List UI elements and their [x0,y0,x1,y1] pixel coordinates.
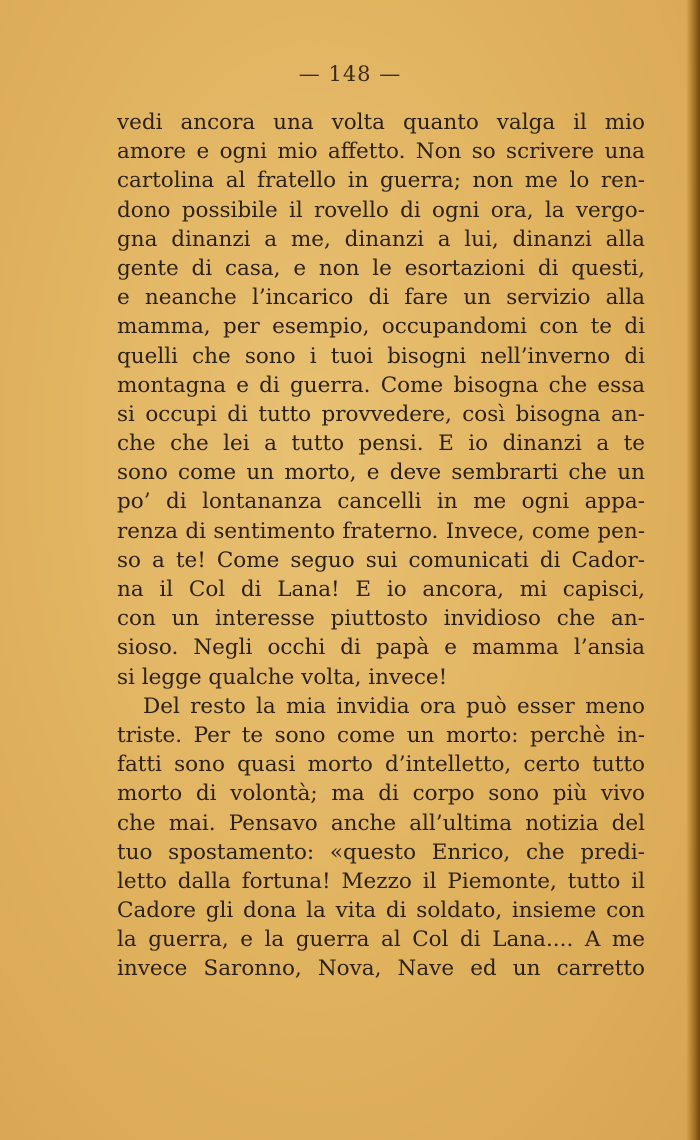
text-line: vedi ancora una volta quanto valga il mio [117,110,645,135]
text-line: tuo spostamento: «questo Enrico, che predi- [117,839,645,865]
text-line: gente di casa, e non le esortazioni di questi, [117,255,645,281]
text-line: la guerra, e la guerra al Col di Lana.... A me [117,927,645,953]
text-line: so a te! Come seguo sui comunicati di Cador- [117,547,645,573]
text-line: quelli che sono i tuoi bisogni nell’inverno di [117,343,645,369]
text-line: sioso. Negli occhi di papà e mamma l’ansia [117,635,645,661]
text-line: na il Col di Lana! E io ancora, mi capisci, [117,577,645,602]
text-line: mamma, per esempio, occupandomi con te di [117,314,645,340]
text-line: renza di sentimento fraterno. Invece, come pen- [117,518,645,544]
text-line: con un interesse piuttosto invidioso che an- [117,606,645,632]
text-line: e neanche l’incarico di fare un servizio alla [117,285,645,311]
text-line: che che lei a tutto pensi. E io dinanzi a te [117,431,645,457]
text-line: dono possibile il rovello di ogni ora, la vergo- [117,197,645,223]
text-line: po’ di lontananza cancelli in me ogni appa- [117,489,645,515]
text-line: invece Saronno, Nova, Nave ed un carretto [117,956,645,982]
text-line: amore e ogni mio affetto. Non so scrivere una [117,139,645,165]
paragraph-start-line: Del resto la mia invidia ora può esser meno [143,693,645,719]
text-line: gna dinanzi a me, dinanzi a lui, dinanzi alla [117,226,645,252]
text-line: fatti sono quasi morto d’intelletto, certo tutto [117,752,645,778]
page-edge [686,0,700,1140]
text-line: si occupi di tutto provvedere, così bisogna an- [117,401,645,427]
paragraph-end-line: si legge qualche volta, invece! [117,664,448,690]
text-line: cartolina al fratello in guerra; non me lo ren- [117,168,645,194]
text-line: Cadore gli dona la vita di soldato, insieme con [117,898,645,924]
text-line: letto dalla fortuna! Mezzo il Piemonte, tutto il [117,868,645,894]
page-number: — 148 — [298,62,402,86]
text-line: sono come un morto, e deve sembrarti che un [117,460,645,486]
text-line: morto di volontà; ma di corpo sono più vivo [117,781,645,807]
text-line: montagna e di guerra. Come bisogna che essa [117,372,645,398]
body-text [117,108,645,984]
text-line: che mai. Pensavo anche all’ultima notizia del [117,810,645,836]
text-line: triste. Per te sono come un morto: perchè in- [117,722,645,748]
